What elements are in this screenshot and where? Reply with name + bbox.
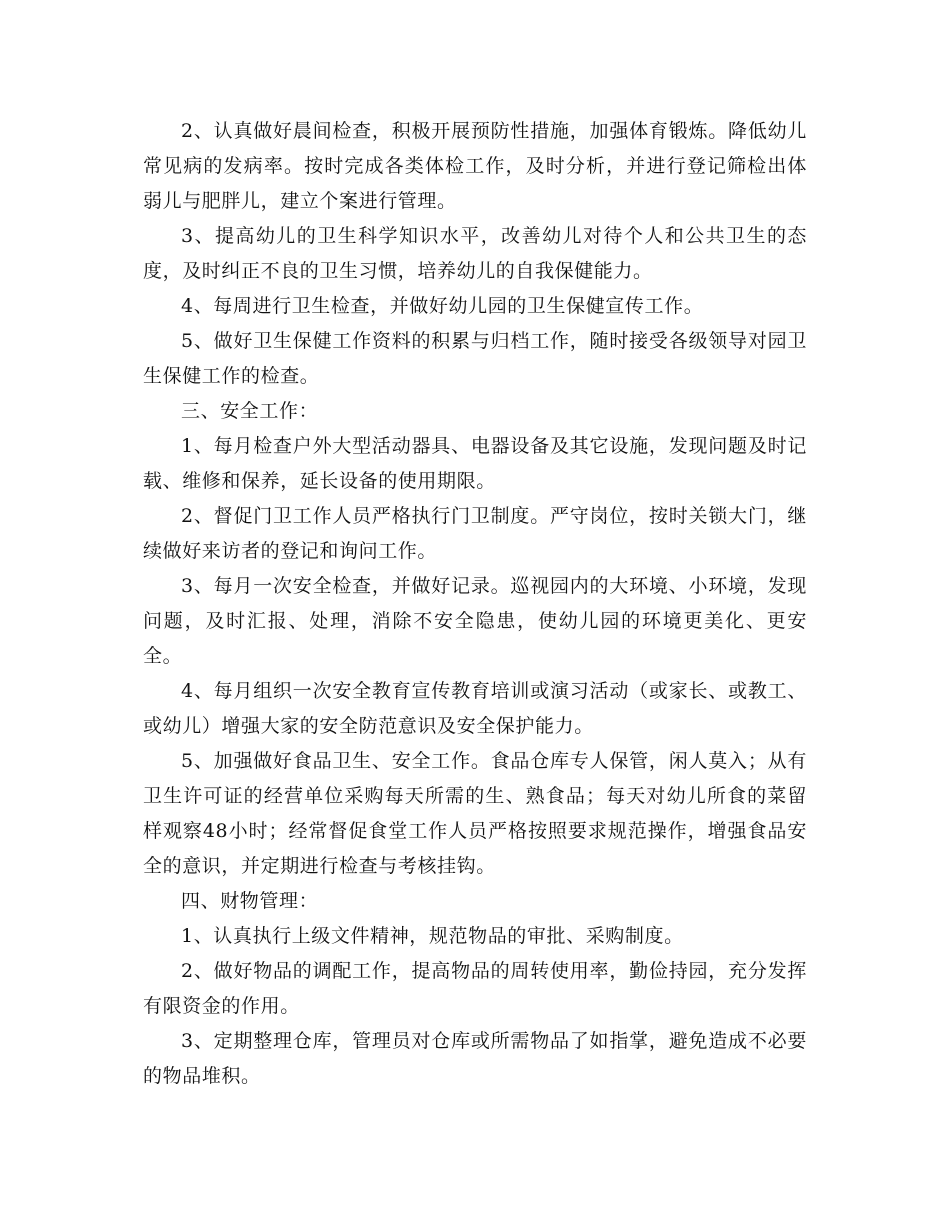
paragraph-weekly-inspection: 4、每周进行卫生检查，并做好幼儿园的卫生保健宣传工作。 [181,295,704,317]
paragraph-equipment-check: 1、每月检查户外大型活动器具、电器设备及其它设施，发现问题及时记载、维修和保养，延长设备的使用期限。 [143,435,807,492]
paragraph-hygiene-knowledge: 3、提高幼儿的卫生科学知识水平，改善幼儿对待个人和公共卫生的态度，及时纠正不良的卫生习惯，培养幼儿的自我保健能力。 [143,225,807,282]
document-body [143,114,807,1094]
paragraph-procurement: 1、认真执行上级文件精神，规范物品的审批、采购制度。 [181,925,684,947]
paragraph-health-check: 2、认真做好晨间检查，积极开展预防性措施，加强体育锻炼。降低幼儿常见病的发病率。按时完成各类体检工作，及时分析，并进行登记筛检出体弱儿与肥胖儿，建立个案进行管理。 [143,120,807,212]
paragraph-archiving: 5、做好卫生保健工作资料的积累与归档工作，随时接受各级领导对园卫生保健工作的检查。 [143,330,807,387]
paragraph-monthly-safety-check: 3、每月一次安全检查，并做好记录。巡视园内的大环境、小环境，发现问题，及时汇报、处理，消除不安全隐患，使幼儿园的环境更美化、更安全。 [143,575,807,667]
paragraph-warehouse: 3、定期整理仓库，管理员对仓库或所需物品了如指掌，避免造成不必要的物品堆积。 [143,1030,807,1087]
section-heading-property: 四、财物管理： [181,890,319,912]
paragraph-food-safety: 5、加强做好食品卫生、安全工作。食品仓库专人保管，闲人莫入；从有卫生许可证的经营单位采购每天所需的生、熟食品；每天对幼儿所食的菜留样观察48小时；经常督促食堂工作人员严格按照要求规范操作，增强食品安全的意识，并定期进行检查与考核挂钩。 [143,750,807,877]
paragraph-allocation: 2、做好物品的调配工作，提高物品的周转使用率，勤俭持园，充分发挥有限资金的作用。 [143,960,807,1017]
section-heading-safety: 三、安全工作： [181,400,319,422]
paragraph-safety-training: 4、每月组织一次安全教育宣传教育培训或演习活动（或家长、或教工、或幼儿）增强大家的安全防范意识及安全保护能力。 [143,680,807,737]
paragraph-gatekeeper: 2、督促门卫工作人员严格执行门卫制度。严守岗位，按时关锁大门，继续做好来访者的登记和询问工作。 [143,505,807,562]
